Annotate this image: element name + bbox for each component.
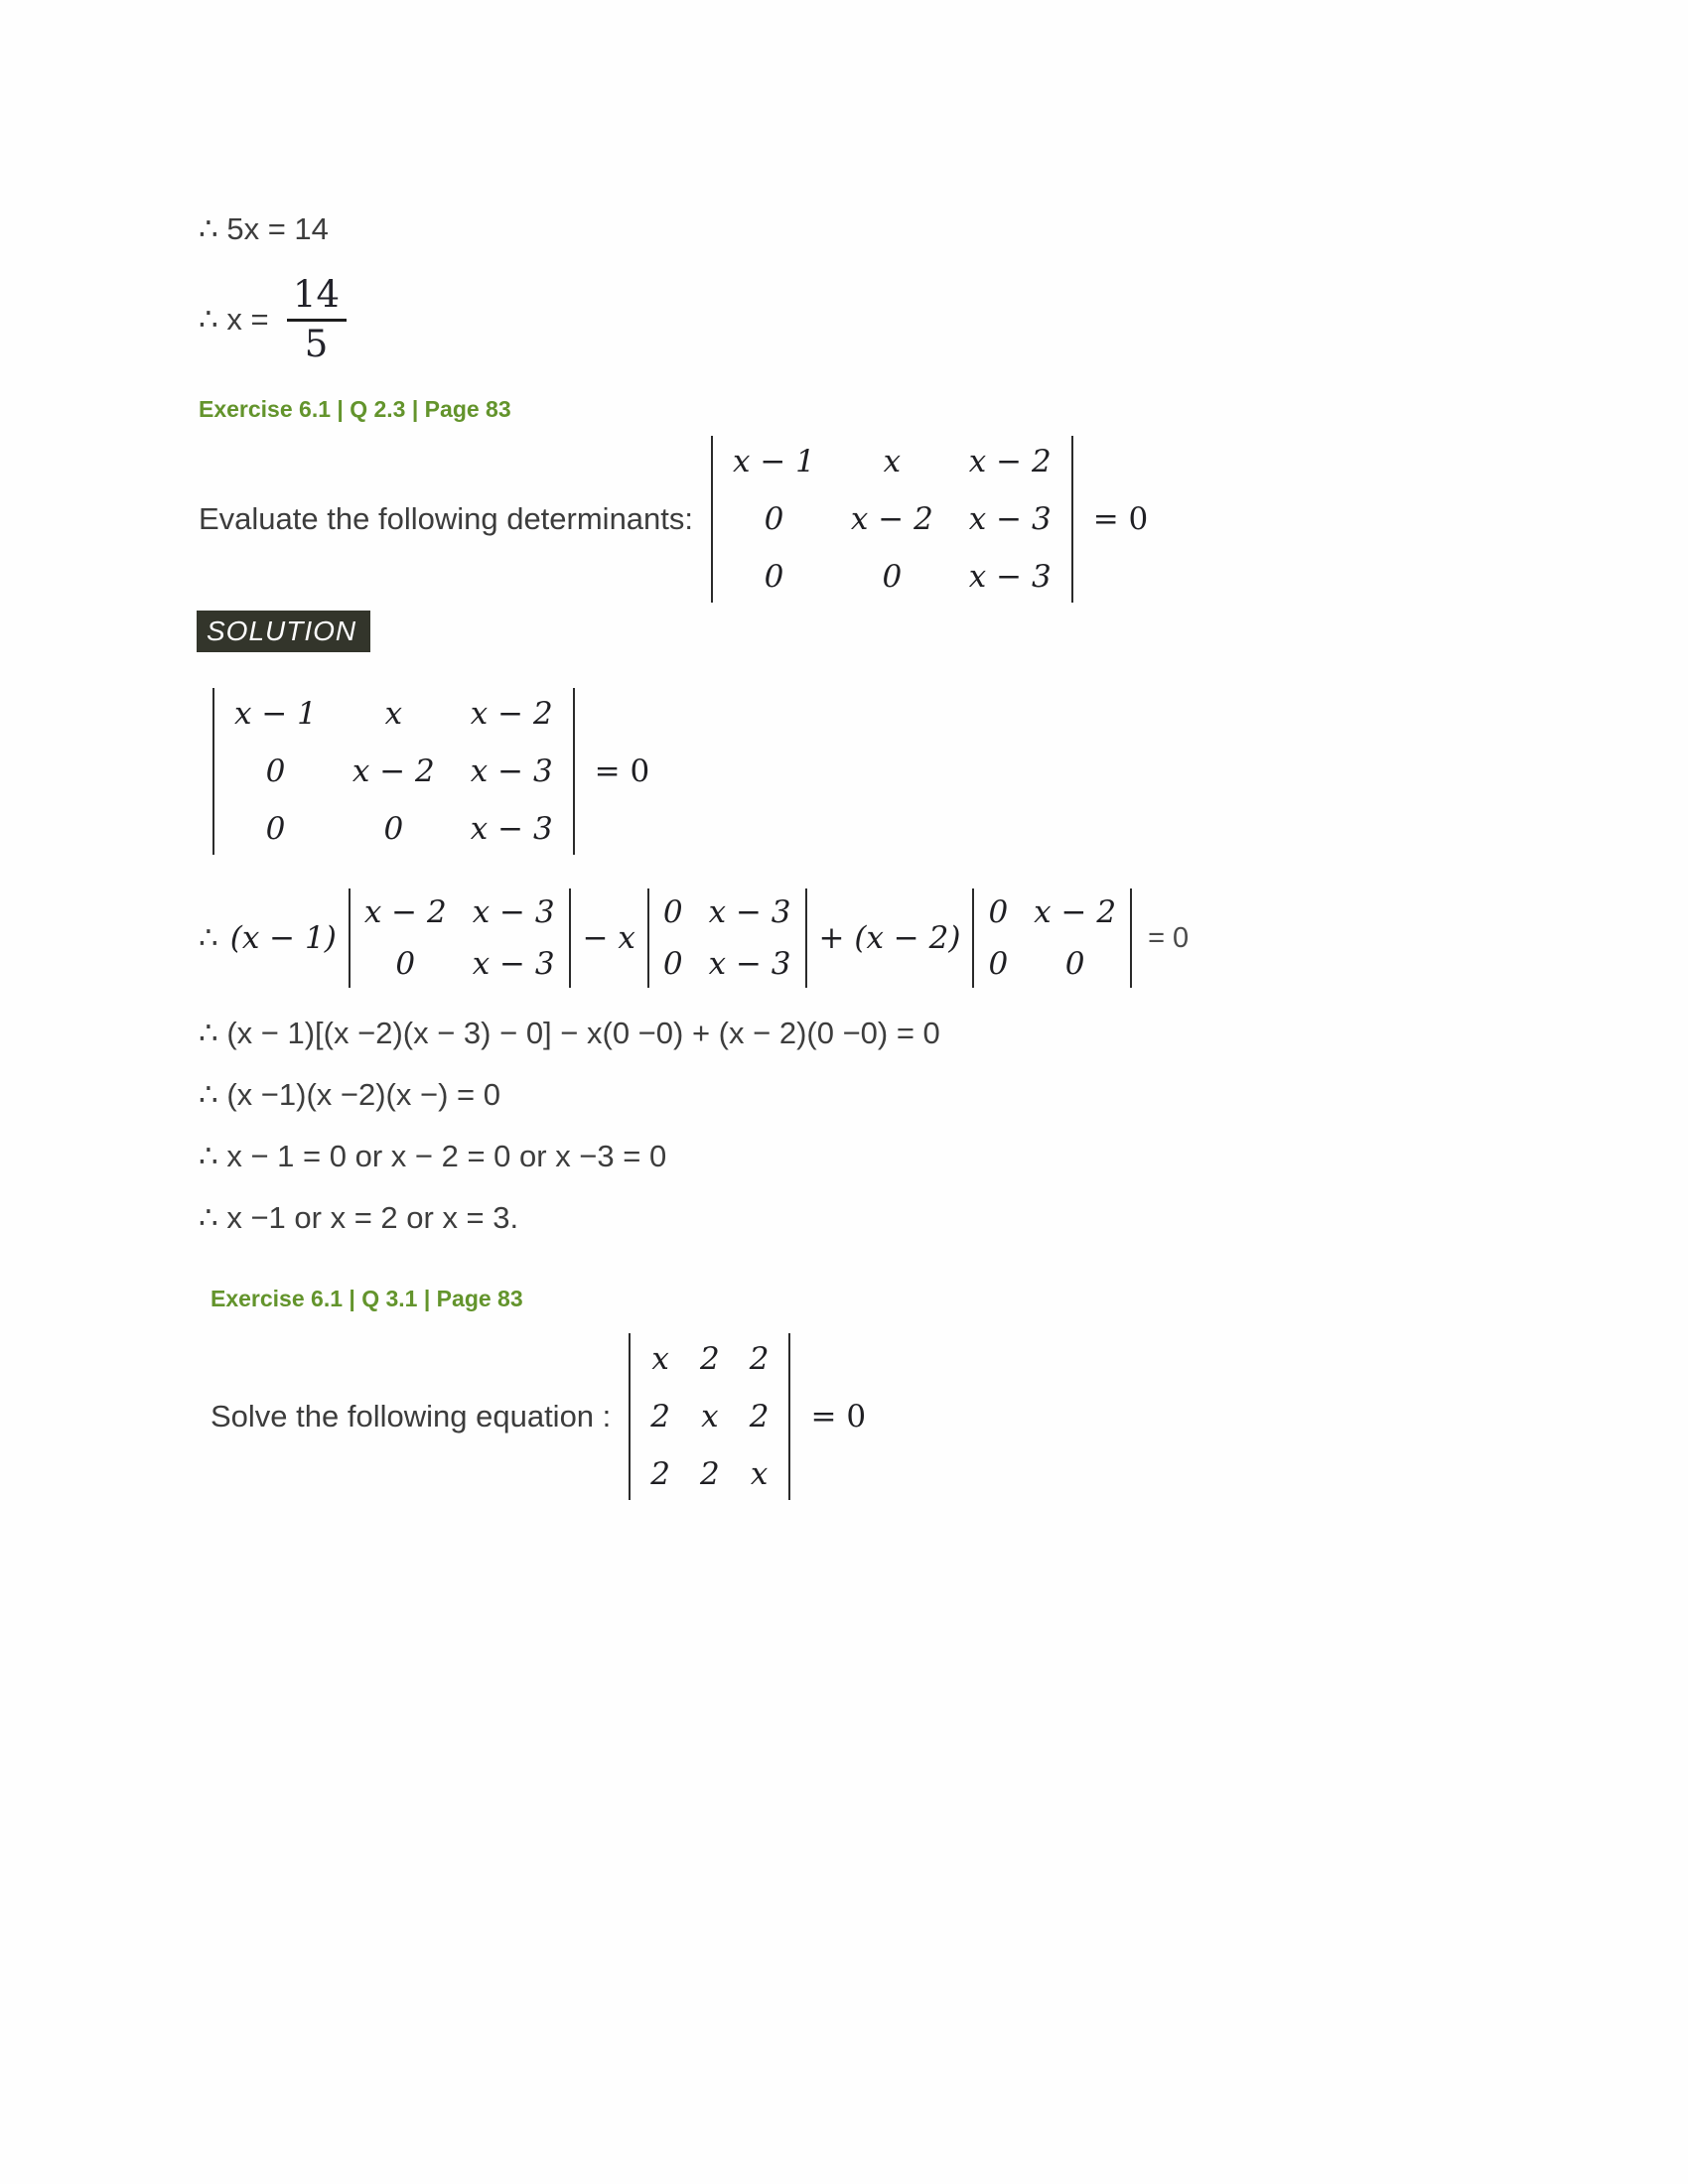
question-2-equals: = 0 bbox=[810, 1399, 867, 1435]
question-2 bbox=[211, 1327, 1489, 1506]
equation-5x: ∴ 5x = 14 bbox=[199, 211, 329, 246]
matrix-cell: x − 2 bbox=[470, 696, 553, 733]
determinant-right-bar bbox=[573, 688, 575, 855]
matrix-cell: 0 bbox=[882, 559, 903, 596]
fraction-prefix: ∴ x = bbox=[199, 302, 269, 338]
exercise-heading-q2-3: Exercise 6.1 | Q 2.3 | Page 83 bbox=[199, 396, 511, 423]
fraction bbox=[287, 275, 347, 364]
matrix-cell: x − 1 bbox=[733, 444, 815, 480]
matrix-cell: x − 3 bbox=[968, 559, 1052, 596]
matrix-cell: 0 bbox=[383, 811, 404, 848]
matrix-cell: x − 3 bbox=[472, 894, 555, 931]
solution-determinant-row bbox=[212, 688, 1489, 855]
solution-determinant-equals: = 0 bbox=[594, 753, 650, 790]
matrix-cell: 2 bbox=[700, 1341, 720, 1378]
expansion-term-1: (x − 1) bbox=[229, 920, 337, 957]
exercise-heading-q3-1: Exercise 6.1 | Q 3.1 | Page 83 bbox=[211, 1286, 523, 1312]
expansion-equals: = 0 bbox=[1148, 921, 1190, 954]
determinant-grid bbox=[974, 888, 1130, 988]
solution-step: ∴ x −1 or x = 2 or x = 3. bbox=[199, 1200, 519, 1236]
matrix-cell: 0 bbox=[662, 946, 683, 983]
matrix-cell: x − 2 bbox=[352, 753, 435, 790]
determinant-right-bar bbox=[1071, 436, 1073, 603]
matrix-cell: 0 bbox=[764, 559, 784, 596]
matrix-cell: x − 2 bbox=[850, 501, 933, 538]
determinant-right-bar bbox=[569, 888, 571, 988]
question-1-determinant bbox=[711, 436, 1073, 603]
expansion-term-3: + (x − 2) bbox=[818, 920, 961, 957]
matrix-cell: 2 bbox=[650, 1456, 671, 1493]
matrix-cell: x − 3 bbox=[470, 811, 553, 848]
matrix-cell: x − 2 bbox=[968, 444, 1052, 480]
determinant-grid bbox=[351, 888, 569, 988]
expansion-minor-3 bbox=[972, 888, 1132, 988]
determinant-grid bbox=[214, 688, 573, 855]
matrix-cell: 0 bbox=[395, 946, 416, 983]
determinant-right-bar bbox=[788, 1333, 790, 1500]
solution-step: ∴ (x −1)(x −2)(x −) = 0 bbox=[199, 1077, 500, 1113]
fraction-numerator: 14 bbox=[293, 273, 341, 316]
fraction-bar bbox=[287, 319, 347, 322]
solution-determinant bbox=[212, 688, 575, 855]
matrix-cell: 0 bbox=[988, 946, 1009, 983]
solution-badge: SOLUTION bbox=[197, 611, 370, 652]
matrix-cell: x bbox=[883, 444, 902, 480]
matrix-cell: 0 bbox=[265, 753, 286, 790]
solution-steps bbox=[199, 1016, 1489, 1236]
solution-step: ∴ (x − 1)[(x −2)(x − 3) − 0] − x(0 −0) + (x − 2)(0 −0) = 0 bbox=[199, 1016, 940, 1051]
equation-x-fraction bbox=[199, 275, 1489, 364]
matrix-cell: 0 bbox=[764, 501, 784, 538]
matrix-cell: x bbox=[701, 1399, 719, 1435]
determinant-grid bbox=[649, 888, 805, 988]
matrix-cell: x − 3 bbox=[472, 946, 555, 983]
matrix-cell: 0 bbox=[1064, 946, 1085, 983]
question-2-prompt: Solve the following equation : bbox=[211, 1399, 612, 1434]
expansion-minor-1 bbox=[349, 888, 571, 988]
matrix-cell: x bbox=[384, 696, 403, 733]
matrix-cell: x − 3 bbox=[968, 501, 1052, 538]
matrix-cell: 0 bbox=[988, 894, 1009, 931]
matrix-cell: 2 bbox=[749, 1399, 770, 1435]
matrix-cell: x − 2 bbox=[363, 894, 447, 931]
matrix-cell: 2 bbox=[749, 1341, 770, 1378]
therefore-sign: ∴ bbox=[199, 920, 218, 956]
matrix-cell: x − 1 bbox=[234, 696, 317, 733]
determinant-grid bbox=[631, 1333, 788, 1500]
matrix-cell: 2 bbox=[700, 1456, 720, 1493]
matrix-cell: x − 3 bbox=[708, 894, 791, 931]
matrix-cell: 2 bbox=[650, 1399, 671, 1435]
expansion-row bbox=[199, 888, 1489, 988]
matrix-cell: x − 3 bbox=[708, 946, 791, 983]
fraction-denominator: 5 bbox=[304, 322, 329, 365]
solution-step: ∴ x − 1 = 0 or x − 2 = 0 or x −3 = 0 bbox=[199, 1139, 667, 1174]
determinant-right-bar bbox=[805, 888, 807, 988]
determinant-grid bbox=[713, 436, 1071, 603]
question-1-equals: = 0 bbox=[1092, 501, 1149, 538]
expansion-minor-2 bbox=[647, 888, 807, 988]
matrix-cell: x − 3 bbox=[470, 753, 553, 790]
matrix-cell: x − 2 bbox=[1034, 894, 1117, 931]
matrix-cell: x bbox=[651, 1341, 669, 1378]
determinant-right-bar bbox=[1130, 888, 1132, 988]
expansion-term-2: − x bbox=[582, 920, 635, 957]
matrix-cell: 0 bbox=[662, 894, 683, 931]
question-1 bbox=[199, 436, 1489, 603]
question-2-determinant bbox=[629, 1333, 790, 1500]
matrix-cell: 0 bbox=[265, 811, 286, 848]
question-1-prompt: Evaluate the following determinants: bbox=[199, 501, 694, 537]
matrix-cell: x bbox=[750, 1456, 769, 1493]
